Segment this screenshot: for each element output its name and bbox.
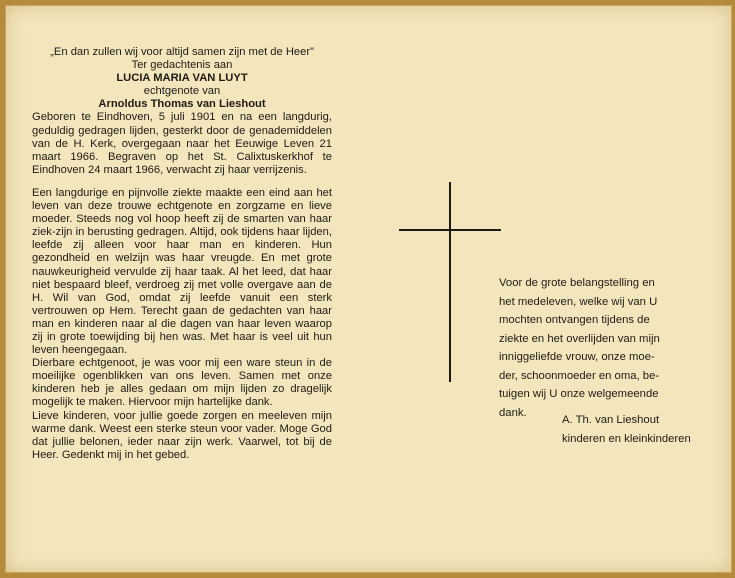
thanks-line: der, schoonmoeder en oma, be- [499, 369, 660, 382]
thanks-line: ziekte en het overlijden van mijn [499, 332, 660, 345]
thanks-line: tuigen wij U onze welgemeende [499, 388, 659, 400]
thanks-line: Voor de grote belangstelling en [499, 277, 655, 289]
paragraph-gap [32, 177, 332, 187]
thanks-line: het medeleven, welke wij van U [499, 295, 658, 308]
memorial-card [5, 5, 732, 573]
spouse-label: echtgenote van [143, 85, 221, 98]
spouse-name: Arnoldus Thomas van Lieshout [98, 98, 266, 111]
memorial-intro: Ter gedachtenis aan [131, 59, 233, 72]
birth-death-paragraph: Geboren te Eindhoven, 5 juli 1901 en na een langdurig, geduldig gedragen lijden, gesterkt door de genademiddelen van de H. Kerk, overgegaan naar het Eeuwige Leven 21 maart 1966. Begraven op het St. Calixtuskerkhof te Eindhoven 24 maart 1966, verwacht zij haar verrijzenis. [32, 111, 332, 176]
memorial-text-column [32, 46, 332, 462]
thanks-text [499, 274, 725, 422]
life-paragraph: Een langdurige en pijnvolle ziekte maakte een eind aan het leven van deze trouwe echtgenote en zorgzame en lieve moeder. Steeds nog vol hoop heeft zij de smarten van haar ziek-zijn in berusting gedragen. Altijd, ook tijdens haar lijden, leefde zij alleen voor haar man en kinderen. Hun gezondheid en welzijn was haar vreugde. En met grote nauwkeurigheid vervulde zij haar taak. Al het leed, dat haar niet bespaard bleef, verdroeg zij met volle overgave aan de H. Wil van God, omdat zij leefde vanuit een sterk vertrouwen op Hem. Terecht gaan de gedachten van haar man en kinderen naar al die dagen van haar leven waarop zij in grote toewijding bij hen was. Met haar is veel uit hun leven heengegaan. [32, 186, 332, 357]
cross-icon-horizontal [399, 229, 501, 231]
thanks-line: inniggeliefde vrouw, onze moe- [499, 351, 655, 363]
signature-block [562, 411, 691, 448]
signature-line: A. Th. van Lieshout [562, 414, 660, 426]
opening-quote: „En dan zullen wij voor altijd samen zijn met de Heer” [50, 46, 314, 58]
thanks-line: mochten ontvangen tijdens de [499, 314, 650, 326]
spouse-paragraph: Dierbare echtgenoot, je was voor mij een ware steun in de moeilijke ogenblikken van ons leven. Samen met onze kinderen heb je alles gedaan om mijn lijden zo dragelijk mogelijk te maken. Hiervoor mijn hartelijke dank. [32, 357, 332, 409]
signature-line: kinderen en kleinkinderen [562, 432, 691, 445]
cross-icon-vertical [449, 182, 451, 382]
deceased-name: LUCIA MARIA VAN LUYT [116, 72, 248, 85]
children-paragraph: Lieve kinderen, voor jullie goede zorgen en meeleven mijn warme dank. Weest een sterke steun voor vader. Moge God dat jullie belonen, ieder naar zijn werk. Vaarwel, tot bij de Heer. Gedenkt mij in het gebed. [32, 409, 332, 461]
thanks-line: dank. [499, 406, 527, 419]
